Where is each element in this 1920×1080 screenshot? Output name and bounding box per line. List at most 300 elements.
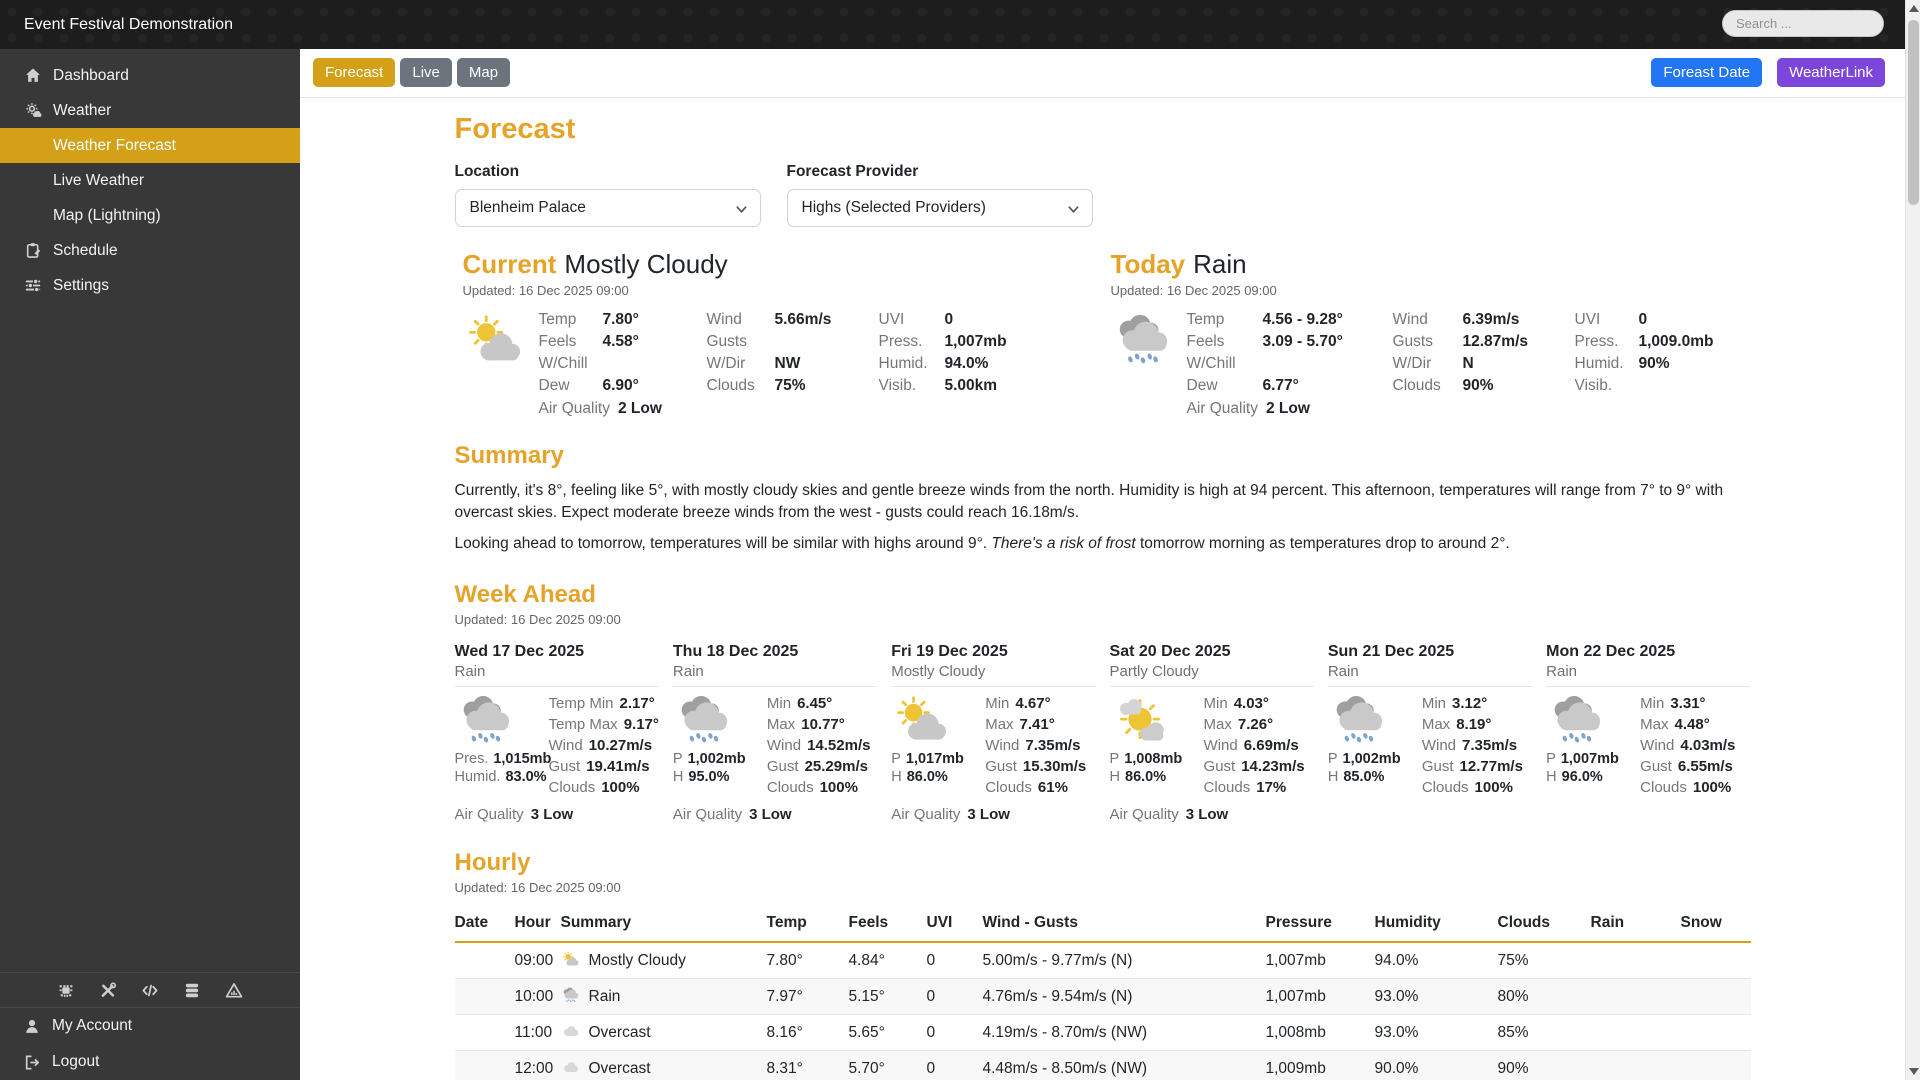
rain-cloud-icon: [673, 695, 733, 747]
stat-value: 7.80°: [602, 311, 639, 328]
day-date: Fri 19 Dec 2025: [891, 643, 1008, 661]
summary-heading: Summary: [454, 442, 564, 469]
hourly-section: [455, 849, 1751, 1080]
stat-label: Gust: [985, 758, 1017, 776]
cell-wind: 4.76m/s - 9.54m/s (N): [983, 979, 1266, 1015]
cell-humidity: 90.0%: [1375, 1051, 1498, 1080]
humidity-value: 96.0%: [1561, 769, 1603, 786]
today-section: [1103, 249, 1751, 418]
stat-value: 3.09 - 5.70°: [1262, 333, 1343, 350]
pressure-value: 1,015mb: [493, 751, 552, 768]
stat-label: Wind: [1421, 737, 1457, 755]
stat-label: Press.: [1574, 333, 1619, 350]
stat-value: 4.56 - 9.28°: [1262, 311, 1343, 328]
pressure-value: 1,008mb: [1124, 751, 1183, 768]
cell-date: [455, 979, 515, 1015]
stat-value: [1639, 377, 1714, 395]
cell-date: [455, 1015, 515, 1051]
sidebar-item-label: Weather: [53, 101, 112, 119]
humidity-value: 86.0%: [1125, 769, 1167, 786]
cell-uvi: 0: [927, 1051, 983, 1080]
air-quality-label: Air Quality: [1186, 400, 1258, 417]
stat-value: 6.77°: [1262, 377, 1299, 394]
day-condition: Mostly Cloudy: [891, 663, 1095, 687]
stat-value: 14.52m/s: [807, 737, 871, 755]
col-hour: Hour: [515, 908, 561, 942]
day-date: Sun 21 Dec 2025: [1327, 643, 1455, 661]
stat-label: UVI: [878, 311, 905, 328]
sun-cloud-icon: [561, 951, 580, 968]
sun-cloud-icon: [891, 695, 951, 747]
cell-clouds: 85%: [1498, 1015, 1591, 1051]
page-scrollbar[interactable]: [1905, 0, 1920, 1080]
stat-value: 9.17°: [623, 716, 659, 734]
actionbar: [300, 49, 1905, 98]
cell-clouds: 75%: [1497, 951, 1529, 969]
stat-value: NW: [774, 355, 801, 372]
sidebar-item-schedule[interactable]: [0, 233, 300, 268]
stat-value: 7.35m/s: [1462, 737, 1518, 755]
stat-label: Gusts: [706, 333, 747, 350]
provider-selected-value: Highs (Selected Providers): [801, 199, 986, 216]
cell-summary: [561, 1015, 767, 1051]
cell-clouds: 80%: [1498, 979, 1591, 1015]
current-section: [455, 249, 1103, 418]
rain-cloud-icon: [1111, 313, 1173, 369]
sun-cloud-icon: [463, 313, 525, 369]
stat-value: 94.0%: [944, 355, 989, 372]
stat-value: 1,007mb: [944, 333, 1007, 350]
weather-icon: [23, 102, 43, 119]
cell-summary: [561, 979, 767, 1015]
sidebar-item-label: Live Weather: [53, 171, 145, 189]
sidebar-item-live-weather[interactable]: [0, 163, 300, 198]
bug-icon[interactable]: [57, 982, 75, 999]
map-view-button[interactable]: Map: [457, 58, 510, 87]
rain-cloud-icon: [1546, 695, 1606, 747]
stat-value: 19.41m/s: [586, 758, 650, 776]
stat-value: [603, 355, 699, 373]
provider-select[interactable]: [787, 189, 1093, 227]
stat-label: Min: [1640, 695, 1665, 713]
pressure-label: Pres.: [454, 751, 489, 768]
stat-value: 25.29m/s: [804, 758, 868, 776]
right-buttons: [1651, 58, 1885, 87]
stat-label: Min: [1203, 695, 1228, 713]
stat-label: Clouds: [985, 779, 1032, 797]
cell-pressure: 1,009mb: [1266, 1051, 1375, 1080]
day-condition: Rain: [1328, 663, 1532, 687]
cell-uvi: 0: [927, 1015, 983, 1051]
air-quality-label: Air Quality: [538, 400, 610, 417]
stat-value: 3.12°: [1452, 695, 1488, 713]
schedule-icon: [23, 242, 43, 259]
humidity-label: H: [1109, 769, 1121, 786]
table-row[interactable]: [455, 1051, 1751, 1080]
pressure-label: P: [891, 751, 901, 768]
summary-text: Rain: [588, 988, 621, 1006]
stat-value: 75%: [774, 377, 806, 394]
today-stats: [1187, 311, 1714, 395]
stat-label: W/Dir: [706, 355, 746, 372]
stat-label: Humid.: [1574, 355, 1624, 372]
pressure-value: 1,017mb: [905, 751, 964, 768]
air-quality-label: Air Quality: [672, 806, 743, 824]
cell-wind: 4.19m/s - 8.70m/s (NW): [983, 1015, 1266, 1051]
col-snow: Snow: [1681, 908, 1751, 942]
scrollbar-thumb[interactable]: [1908, 20, 1919, 205]
overcast-icon: [561, 1059, 580, 1076]
summary-paragraph-2: [455, 533, 1751, 555]
stat-value: 12.87m/s: [1462, 333, 1528, 350]
stat-value: [775, 333, 871, 351]
stat-value: 6.39m/s: [1462, 311, 1520, 328]
stat-label: Feels: [1186, 333, 1225, 350]
stat-value: 7.26°: [1237, 716, 1274, 734]
day-card: [891, 643, 1095, 823]
week-ahead-section: [455, 581, 1751, 823]
air-quality-value: 3 Low: [749, 806, 792, 824]
my-account-item[interactable]: [0, 1008, 300, 1044]
cell-clouds: 90%: [1498, 1051, 1591, 1080]
summary-p2-start: Looking ahead to tomorrow, temperatures will be similar with highs around 9°.: [454, 535, 992, 553]
cell-hour: 09:00: [514, 951, 554, 969]
pressure-label: P: [1109, 751, 1120, 768]
cell-snow: [1681, 1015, 1751, 1051]
stat-label: Visib.: [1574, 377, 1613, 394]
summary-text: Overcast: [588, 1060, 651, 1078]
current-today-row: [455, 249, 1751, 418]
cell-rain: [1591, 1051, 1681, 1080]
person-icon: [23, 1018, 41, 1035]
stat-value: [1263, 355, 1385, 373]
cell-summary: [561, 1051, 767, 1080]
air-quality-value: 3 Low: [1185, 806, 1229, 824]
day-card: [673, 643, 877, 823]
stat-label: Dew: [1186, 377, 1218, 394]
stat-value: 6.69m/s: [1243, 737, 1299, 755]
stat-value: 3.31°: [1670, 695, 1706, 713]
hourly-updated: Updated: 16 Dec 2025 09:00: [454, 880, 621, 896]
location-select[interactable]: [455, 189, 761, 227]
air-quality-value: 2 Low: [618, 400, 662, 417]
today-condition: Rain: [1193, 249, 1247, 279]
stat-label: Wind: [1640, 737, 1675, 755]
cell-uvi: 0: [926, 951, 936, 969]
stat-label: Feels: [538, 333, 577, 350]
stat-label: Dew: [538, 377, 570, 394]
table-row[interactable]: [455, 979, 1751, 1015]
cell-feels: 5.70°: [849, 1051, 927, 1080]
stat-label: UVI: [1574, 311, 1601, 328]
forecast-view-button[interactable]: Forecast: [313, 58, 395, 87]
day-card: [1110, 643, 1314, 823]
sidebar-item-dashboard[interactable]: [0, 58, 300, 93]
sidebar: [0, 49, 300, 1080]
stat-value: 2.17°: [619, 695, 655, 713]
view-buttons: [313, 58, 510, 87]
stat-label: Clouds: [1392, 377, 1441, 394]
cell-hour: 11:00: [515, 1015, 561, 1051]
day-condition: Rain: [455, 663, 659, 687]
sidebar-item-settings[interactable]: [0, 268, 300, 303]
col-date: Date: [455, 908, 515, 942]
day-card: [1546, 643, 1750, 823]
cell-temp: 7.80°: [766, 951, 803, 969]
stat-value: 7.41°: [1019, 716, 1055, 734]
cell-uvi: 0: [927, 979, 983, 1015]
stat-label: Wind: [985, 737, 1020, 755]
provider-label: Forecast Provider: [786, 163, 919, 180]
stat-label: Min: [985, 695, 1010, 713]
stat-value: 90%: [1638, 355, 1670, 372]
humidity-label: Humid.: [454, 769, 501, 786]
humidity-label: H: [1327, 769, 1339, 786]
cell-rain: [1591, 1015, 1681, 1051]
stat-value: 7.35m/s: [1025, 737, 1081, 755]
scrollbar-up-arrow[interactable]: [1909, 5, 1919, 12]
stat-label: Temp: [1186, 311, 1225, 328]
current-heading: Current: [462, 249, 557, 279]
day-condition: Rain: [1546, 663, 1750, 687]
rain-cloud-icon: [561, 987, 580, 1004]
partly-cloudy-icon: [1110, 695, 1170, 747]
cell-wind: 4.48m/s - 8.50m/s (NW): [983, 1051, 1266, 1080]
stat-label: Wind: [548, 737, 583, 755]
col-clouds: Clouds: [1498, 908, 1591, 942]
col-feels: Feels: [849, 908, 927, 942]
stat-label: W/Chill: [1186, 355, 1236, 372]
humidity-label: H: [672, 769, 684, 786]
chevron-down-icon: [1067, 203, 1080, 216]
cell-hour: 10:00: [515, 979, 561, 1015]
sidebar-footer: [0, 972, 300, 1080]
stat-label: W/Chill: [538, 355, 588, 372]
stat-label: Temp: [538, 311, 577, 328]
table-row[interactable]: [455, 1015, 1751, 1051]
stat-label: Clouds: [1203, 779, 1251, 797]
col-humidity: Humidity: [1375, 908, 1498, 942]
day-card: [455, 643, 659, 823]
chevron-down-icon: [735, 203, 748, 216]
stat-value: 4.03m/s: [1680, 737, 1736, 755]
cell-date: [455, 1051, 515, 1080]
sidebar-nav: [0, 49, 300, 972]
stat-value: 100%: [1692, 779, 1732, 797]
stat-value: 0: [944, 311, 954, 328]
stat-label: Clouds: [1421, 779, 1469, 797]
stat-label: Wind: [1392, 311, 1428, 328]
table-row[interactable]: [455, 942, 1751, 979]
summary-text: Mostly Cloudy: [588, 952, 686, 970]
week-grid: [455, 643, 1751, 823]
pressure-value: 1,002mb: [1342, 751, 1401, 768]
stat-value: 100%: [819, 779, 858, 797]
stat-label: Press.: [878, 333, 923, 350]
humidity-value: 95.0%: [688, 769, 730, 786]
pressure-label: P: [672, 751, 683, 768]
air-quality-label: Air Quality: [454, 806, 524, 824]
today-heading: Today: [1110, 249, 1186, 279]
scrollbar-down-arrow[interactable]: [1909, 1068, 1919, 1075]
col-rain: Rain: [1591, 908, 1681, 942]
page-title: Forecast: [454, 113, 576, 145]
stat-value: 5.66m/s: [774, 311, 832, 328]
database-icon[interactable]: [183, 982, 201, 999]
pressure-label: P: [1546, 751, 1556, 768]
stat-label: Min: [1421, 695, 1447, 713]
current-stats: [539, 311, 1007, 395]
day-date: Thu 18 Dec 2025: [672, 643, 799, 661]
col-summary: Summary: [561, 908, 767, 942]
stat-value: 90%: [1462, 377, 1494, 394]
cell-temp: 8.16°: [767, 1015, 849, 1051]
hourly-heading: Hourly: [454, 849, 531, 877]
stat-value: 4.03°: [1233, 695, 1269, 713]
cell-temp: 8.31°: [767, 1051, 849, 1080]
my-account-label: My Account: [52, 1017, 133, 1034]
stat-value: 8.19°: [1456, 716, 1492, 734]
stat-label: Clouds: [706, 377, 755, 394]
stat-label: Gust: [1203, 758, 1236, 776]
stat-value: 4.58°: [602, 333, 639, 350]
filters-row: [455, 163, 1751, 227]
cell-feels: 5.15°: [849, 979, 927, 1015]
tools-icon[interactable]: [99, 982, 117, 999]
day-date: Mon 22 Dec 2025: [1546, 643, 1676, 661]
cell-feels: 5.65°: [849, 1015, 927, 1051]
code-icon[interactable]: [141, 982, 159, 999]
humidity-value: 83.0%: [505, 769, 547, 786]
current-updated: Updated: 16 Dec 2025 09:00: [462, 283, 629, 298]
sidebar-item-weather[interactable]: [0, 93, 300, 128]
air-quality-value: 3 Low: [967, 806, 1010, 824]
overcast-icon: [561, 1023, 580, 1040]
cell-humidity: 93.0%: [1375, 1015, 1498, 1051]
sidebar-item-map-lightning[interactable]: [0, 198, 300, 233]
stat-label: Clouds: [766, 779, 814, 797]
cell-pressure: 1,007mb: [1265, 951, 1326, 969]
stat-label: Clouds: [548, 779, 596, 797]
humidity-value: 86.0%: [906, 769, 948, 786]
summary-p2-end: tomorrow morning as temperatures drop to around 2°.: [1135, 535, 1510, 553]
cell-temp: 7.97°: [767, 979, 849, 1015]
today-air-quality: [1187, 400, 1714, 418]
stat-label: Gust: [1421, 758, 1454, 776]
warning-icon[interactable]: [225, 982, 243, 999]
stat-value: 4.48°: [1674, 716, 1710, 734]
main-panel: [300, 49, 1905, 1080]
stat-label: Max: [766, 716, 796, 734]
air-quality-label: Air Quality: [891, 806, 961, 824]
stat-label: Gust: [766, 758, 799, 776]
cell-feels: 4.84°: [848, 951, 885, 969]
logout-item[interactable]: [0, 1044, 300, 1080]
stat-label: Wind: [766, 737, 802, 755]
stat-label: Max: [1203, 716, 1232, 734]
stat-label: Wind: [1203, 737, 1238, 755]
stat-label: Gusts: [1392, 333, 1433, 350]
sidebar-item-weather-forecast[interactable]: [0, 128, 300, 163]
stat-label: Max: [985, 716, 1014, 734]
weatherlink-button[interactable]: WeatherLink: [1777, 58, 1885, 87]
stat-label: Temp Max: [548, 716, 618, 734]
stat-value: 12.77m/s: [1459, 758, 1523, 776]
location-label: Location: [454, 163, 520, 180]
stat-value: 15.30m/s: [1022, 758, 1087, 776]
stat-value: 6.55m/s: [1677, 758, 1733, 776]
day-date: Wed 17 Dec 2025: [454, 643, 585, 661]
stat-value: 14.23m/s: [1241, 758, 1305, 776]
humidity-label: H: [891, 769, 902, 786]
stat-label: Max: [1421, 716, 1451, 734]
col-pressure: Pressure: [1266, 908, 1375, 942]
summary-paragraph-1: Currently, it's 8°, feeling like 5°, with mostly cloudy skies and gentle breeze winds from the north. Humidity is high at 94 percent. This afternoon, temperatures will range from 7° to 9° with overcast skies. Expect moderate breeze winds from the west - gusts could reach 16.18m/s.: [454, 482, 1724, 521]
live-view-button[interactable]: Live: [400, 58, 452, 87]
pressure-label: P: [1327, 751, 1338, 768]
sidebar-item-label: Settings: [53, 276, 110, 294]
sidebar-tool-row: [0, 972, 300, 1008]
stat-label: Temp Min: [548, 695, 614, 713]
humidity-label: H: [1546, 769, 1557, 786]
stat-label: Humid.: [878, 355, 928, 372]
stat-value: 100%: [601, 779, 640, 797]
cell-date: [455, 942, 515, 979]
settings-icon: [23, 277, 43, 294]
cell-humidity: 94.0%: [1374, 951, 1419, 969]
day-date: Sat 20 Dec 2025: [1109, 643, 1231, 661]
sidebar-item-label: Map (Lightning): [53, 206, 161, 224]
today-updated: Updated: 16 Dec 2025 09:00: [1110, 283, 1277, 298]
stat-value: 17%: [1256, 779, 1287, 797]
stat-value: 100%: [1474, 779, 1513, 797]
cell-rain: [1591, 979, 1681, 1015]
air-quality-label: Air Quality: [1109, 806, 1179, 824]
forecast-date-button[interactable]: Foreast Date: [1651, 58, 1762, 87]
cell-rain: [1591, 942, 1681, 979]
day-condition: Rain: [673, 663, 877, 687]
stat-label: Clouds: [1640, 779, 1687, 797]
air-quality-value: 2 Low: [1266, 400, 1310, 417]
summary-text: Overcast: [588, 1024, 651, 1042]
stat-value: 6.45°: [797, 695, 833, 713]
stat-label: Visib.: [878, 377, 917, 394]
cell-snow: [1681, 942, 1751, 979]
col-temp: Temp: [767, 908, 849, 942]
cell-snow: [1681, 1051, 1751, 1080]
search-input[interactable]: [1722, 10, 1884, 37]
week-ahead-heading: Week Ahead: [454, 581, 596, 609]
humidity-value: 85.0%: [1343, 769, 1385, 786]
current-air-quality: [539, 400, 1007, 418]
stat-value: 61%: [1037, 779, 1068, 797]
stat-label: Gust: [548, 758, 581, 776]
stat-label: Max: [1640, 716, 1669, 734]
cell-pressure: 1,008mb: [1266, 1015, 1375, 1051]
stat-value: 5.00km: [944, 377, 998, 394]
cell-summary: [561, 942, 767, 979]
hourly-header-row: [455, 908, 1751, 942]
cell-pressure: 1,007mb: [1266, 979, 1375, 1015]
pressure-value: 1,007mb: [1560, 751, 1619, 768]
stat-label: W/Dir: [1392, 355, 1432, 372]
stat-label: Gust: [1640, 758, 1672, 776]
day-condition: Partly Cloudy: [1110, 663, 1314, 687]
sidebar-item-label: Dashboard: [53, 66, 129, 84]
hourly-table: [455, 908, 1751, 1080]
stat-value: 1,009.0mb: [1638, 333, 1714, 350]
stat-value: 10.77°: [801, 716, 845, 734]
